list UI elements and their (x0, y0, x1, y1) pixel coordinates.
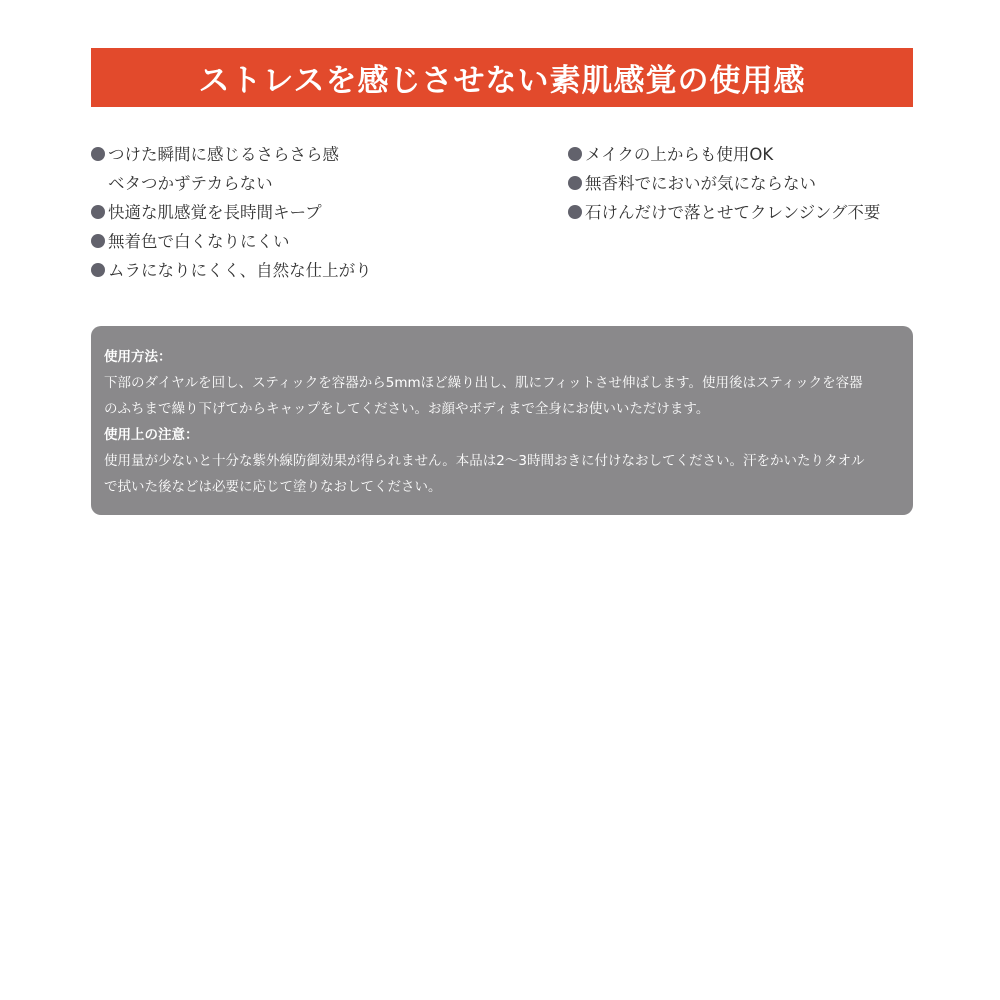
bullet-icon (91, 263, 105, 277)
bullet-icon (568, 205, 582, 219)
feature-item (91, 256, 531, 285)
feature-item (91, 198, 531, 227)
feature-list-left (91, 140, 531, 285)
feature-item (91, 227, 531, 256)
feature-text: 無香料でにおいが気にならない (585, 174, 816, 193)
feature-item (568, 140, 913, 169)
bullet-icon (91, 234, 105, 248)
bullet-icon (568, 147, 582, 161)
feature-text: メイクの上からも使用OK (585, 145, 774, 164)
feature-item (91, 140, 531, 169)
feature-text: 無着色で白くなりにくい (108, 232, 290, 251)
feature-item (568, 169, 913, 198)
usage-method-line: 下部のダイヤルを回し、スティックを容器から5mmほど繰り出し、肌にフィットさせ伸ばします。使用後はスティックを容器 (104, 375, 863, 391)
feature-text: 快適な肌感覚を長時間キープ (108, 203, 322, 222)
feature-item (568, 198, 913, 227)
bullet-icon (91, 205, 105, 219)
usage-instructions-box (91, 326, 913, 515)
feature-text: 石けんだけで落とせてクレンジング不要 (585, 203, 881, 222)
usage-caution-line: 使用量が少ないと十分な紫外線防御効果が得られません。本品は2～3時間おきに付けなおしてください。汗をかいたりタオル (104, 453, 865, 469)
usage-caution-line: で拭いた後などは必要に応じて塗りなおしてください。 (104, 479, 442, 495)
banner-title: ストレスを感じさせない素肌感覚の使用感 (198, 63, 806, 99)
usage-method-line: のふちまで繰り下げてからキャップをしてください。お顔やボディまで全身にお使いいただけます。 (104, 401, 710, 417)
usage-method-heading: 使用方法： (104, 349, 172, 365)
title-banner (91, 48, 913, 107)
feature-list-right (568, 140, 913, 227)
usage-caution-heading: 使用上の注意： (104, 427, 199, 443)
feature-text: つけた瞬間に感じるさらさら感 (108, 145, 339, 164)
feature-text: ムラになりにくく、自然な仕上がり (108, 261, 372, 280)
feature-subtext: ベタつかずテカらない (108, 174, 273, 193)
bullet-icon (568, 176, 582, 190)
bullet-icon (91, 147, 105, 161)
